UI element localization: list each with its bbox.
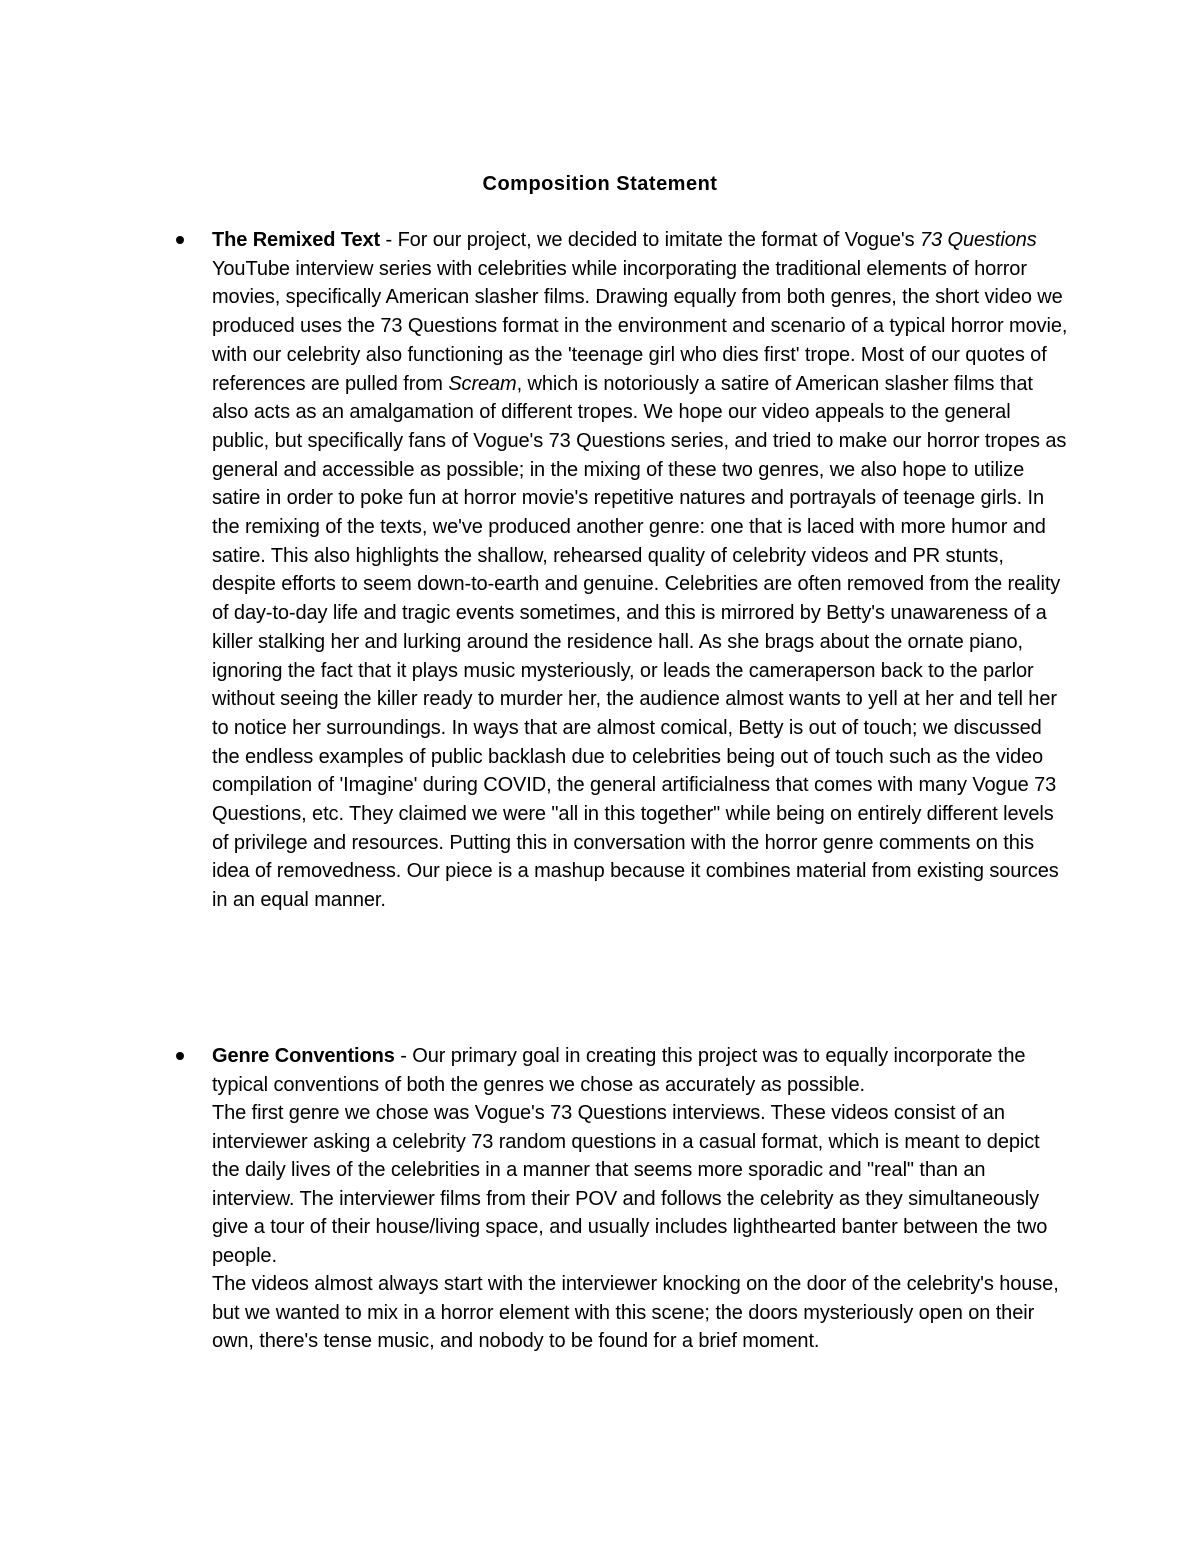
remixed-text-body-2: YouTube interview series with celebrities while incorporating the traditional elements of horror movies, specifically American slasher films. Drawing equally from both genres, the short video we produced uses the 73 Questions format in the environment and scenario of a typical horror movie, with our celebrity also functioning as the 'teenage girl who dies first' trope. Most of our quotes of references are pulled from — [212, 257, 1068, 395]
genre-conventions-separator: - — [394, 1045, 413, 1067]
remixed-text-paragraph — [212, 226, 1072, 915]
genre-conventions-heading: Genre Conventions — [212, 1045, 395, 1067]
bullet-icon — [176, 1052, 184, 1060]
remixed-text-separator: - — [380, 229, 398, 251]
bullet-item-genre-conventions — [212, 1042, 1072, 1356]
remixed-text-italic-73-questions: 73 Questions — [920, 229, 1037, 251]
remixed-text-italic-scream: Scream — [448, 372, 517, 395]
bullet-item-remixed-text — [212, 226, 1072, 915]
bullet-icon — [176, 236, 184, 244]
genre-conventions-paragraph-2: The first genre we chose was Vogue's 73 Questions interviews. These videos consist of an interviewer asking a celebrity 73 random questions in a casual format, which is meant to depict the daily lives of the celebrities in a manner that seems more sporadic and "real" than an interview. The interviewer films from their POV and follows the celebrity as they simultaneously give a tour of their house/living space, and usually includes lighthearted banter between the two people. — [212, 1102, 1048, 1267]
genre-conventions-intro — [212, 1042, 1072, 1099]
remixed-text-heading: The Remixed Text — [212, 229, 381, 251]
remixed-text-body-1: For our project, we decided to imitate the format of Vogue's — [397, 229, 920, 251]
page-title: Composition Statement — [482, 173, 718, 195]
genre-conventions-paragraph-3: The videos almost always start with the interviewer knocking on the door of the celebrity's house, but we wanted to mix in a horror element with this scene; the doors mysteriously open on their own, there's tense music, and nobody to be found for a brief moment. — [212, 1273, 1059, 1352]
genre-conventions-intro-text: Our primary goal in creating this project was to equally incorporate the typical conventions of both the genres we chose as accurately as possible. — [212, 1045, 1026, 1096]
remixed-text-body-3: , which is notoriously a satire of American slasher films that also acts as an amalgamation of different tropes. We hope our video appeals to the general public, but specifically fans of Vogue's 73 Questions series, and tried to make our horror tropes as general and accessible as possible; in the mixing of these two genres, we also hope to utilize satire in order to poke fun at horror movie's repetitive natures and portrayals of teenage girls. In the remixing of the texts, we've produced another genre: one that is laced with more humor and satire. This also highlights the shallow, rehearsed quality of celebrity videos and PR stunts, despite efforts to seem down-to-earth and genuine. Celebrities are often removed from the reality of day-to-day life and tragic events sometimes, and this is mirrored by Betty's unawareness of a killer stalking her and lurking around the residence hall. As she brags about the ornate piano, ignoring the fact that it plays music mysteriously, or leads the cameraperson back to the parlor without seeing the killer ready to murder her, the audience almost wants to yell at her and tell her to notice her surroundings. In ways that are almost comical, Betty is out of touch; we discussed the endless examples of public backlash due to celebrities being out of touch such as the video compilation of 'Imagine' during COVID, the general artificialness that comes with many Vogue 73 Questions, etc. They claimed we were "all in this together" while being on entirely different levels of privilege and resources. Putting this in conversation with the horror genre comments on this idea of removedness. Our piece is a mashup because it combines material from existing sources in an equal manner. — [212, 372, 1067, 912]
